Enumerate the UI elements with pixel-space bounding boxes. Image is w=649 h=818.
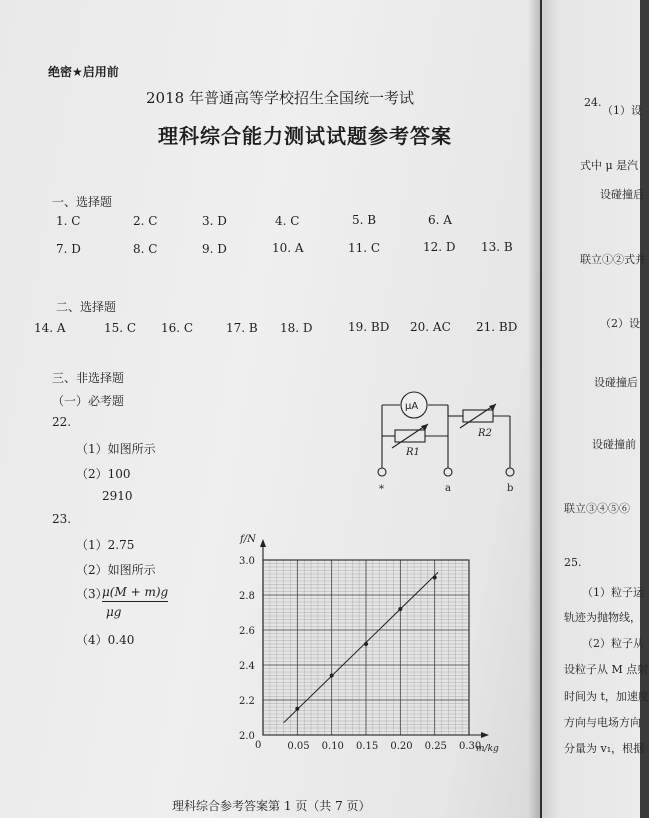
- answer-item: 2. C: [133, 214, 158, 228]
- x-axis-arrow: [481, 732, 489, 738]
- q23-answer-2: （2）如图所示: [76, 563, 156, 577]
- q23-answer-3-denominator: μg: [106, 605, 122, 619]
- y-tick-label: 2.2: [239, 696, 255, 707]
- x-tick-label: 0.05: [287, 741, 310, 752]
- q23-number: 23.: [52, 512, 72, 526]
- answer-item: 21. BD: [476, 320, 518, 334]
- answer-item: 6. A: [428, 213, 452, 227]
- x-axis-label: m/kg: [476, 744, 499, 754]
- answer-item: 17. B: [226, 321, 258, 335]
- data-point: [433, 576, 437, 580]
- answer-item: 20. AC: [410, 320, 451, 334]
- next-page-line: （1）粒子运: [582, 586, 644, 599]
- y-tick-label: 3.0: [239, 556, 255, 567]
- data-point: [330, 674, 334, 678]
- next-page-line: 联立①②式并: [580, 253, 646, 266]
- resistor-r2-label: R2: [478, 428, 492, 439]
- next-page-line: 轨迹为抛物线，: [564, 611, 641, 624]
- next-page-line: 设碰撞后: [600, 188, 644, 201]
- next-page-line: 25.: [564, 556, 582, 569]
- x-tick-label: 0.20: [390, 741, 413, 752]
- y-tick-label: 2.4: [239, 661, 255, 672]
- x-tick-label: 0.15: [356, 741, 379, 752]
- answer-item: 10. A: [272, 241, 304, 255]
- data-point: [364, 642, 368, 646]
- answer-item: 12. D: [423, 240, 456, 254]
- q23-answer-1: （1）2.75: [76, 538, 135, 552]
- answer-item: 14. A: [34, 321, 66, 335]
- y-axis-arrow: [260, 539, 266, 547]
- microammeter-label: μA: [405, 401, 419, 412]
- q22-answer-2: （2）100: [76, 467, 131, 481]
- fraction-bar: [102, 601, 168, 602]
- answer-item: 8. C: [133, 242, 158, 256]
- answer-item: 9. D: [202, 242, 227, 256]
- answer-item: 13. B: [481, 240, 513, 254]
- answer-item: 11. C: [348, 241, 381, 255]
- y-tick-label: 2.8: [239, 591, 255, 602]
- answer-item: 1. C: [56, 214, 81, 228]
- q23-answer-4: （4）0.40: [76, 633, 135, 647]
- x-tick-label: 0.10: [321, 741, 344, 752]
- resistor-r1-label: R1: [406, 447, 420, 458]
- answer-item: 4. C: [275, 214, 300, 228]
- x-tick-label: 0.30: [459, 741, 482, 752]
- answer-title: 理科综合能力测试试题参考答案: [158, 124, 452, 148]
- next-page-edge: [542, 0, 649, 818]
- section2-heading: 二、选择题: [56, 300, 117, 314]
- next-page-line: 设碰撞后: [594, 376, 638, 389]
- answer-item: 5. B: [352, 213, 377, 227]
- next-page-line: 24.: [584, 96, 602, 109]
- data-point: [398, 607, 402, 611]
- secret-label: 绝密★启用前: [48, 65, 119, 79]
- next-page-line: 方向与电场方向: [564, 716, 641, 729]
- next-page-line: 式中 μ 是汽: [580, 159, 639, 172]
- y-tick-label: 2.6: [239, 626, 255, 637]
- y-axis-label: f/N: [240, 534, 256, 545]
- q22-answer-1: （1）如图所示: [76, 442, 156, 456]
- page-footer: 理科综合参考答案第 1 页（共 7 页）: [172, 799, 371, 813]
- x-tick-label: 0.25: [424, 741, 447, 752]
- next-page-line: （2）设: [600, 317, 640, 330]
- next-page-line: 分量为 v₁，根据: [564, 742, 645, 755]
- section1-heading: 一、选择题: [52, 195, 113, 209]
- q22-answer-2b: 2910: [102, 489, 133, 503]
- section3-heading: 三、非选择题: [52, 371, 125, 385]
- next-page-line: （2）粒子从: [582, 637, 644, 650]
- answer-item: 3. D: [202, 214, 227, 228]
- next-page-line: 时间为 t，加速度: [564, 690, 649, 703]
- answer-item: 7. D: [56, 242, 81, 256]
- q22-number: 22.: [52, 415, 72, 429]
- circuit-diagram: [370, 388, 520, 498]
- answer-item: 19. BD: [348, 320, 390, 334]
- terminal-a-label: a: [445, 483, 451, 494]
- next-page-line: （1）设: [602, 104, 642, 117]
- q23-answer-3-prefix: （3）: [76, 587, 108, 601]
- answer-item: 18. D: [280, 321, 313, 335]
- next-page-line: 联立③④⑤⑥: [564, 502, 630, 515]
- origin-label: 0: [255, 740, 262, 751]
- terminal-star-label: *: [379, 484, 384, 495]
- answer-item: 16. C: [161, 321, 194, 335]
- next-page-line: 设碰撞前: [592, 438, 636, 451]
- answer-item: 15. C: [104, 321, 137, 335]
- q23-answer-3-numerator: μ(M + m)g: [102, 585, 169, 599]
- y-tick-label: 2.0: [239, 731, 255, 742]
- data-point: [295, 707, 299, 711]
- terminal-b-label: b: [507, 483, 514, 494]
- next-page-line: 设粒子从 M 点射: [564, 663, 649, 676]
- friction-mass-chart: [228, 530, 498, 760]
- exam-title: 2018 年普通高等学校招生全国统一考试: [146, 89, 414, 107]
- section3-subheading: （一）必考题: [52, 394, 125, 408]
